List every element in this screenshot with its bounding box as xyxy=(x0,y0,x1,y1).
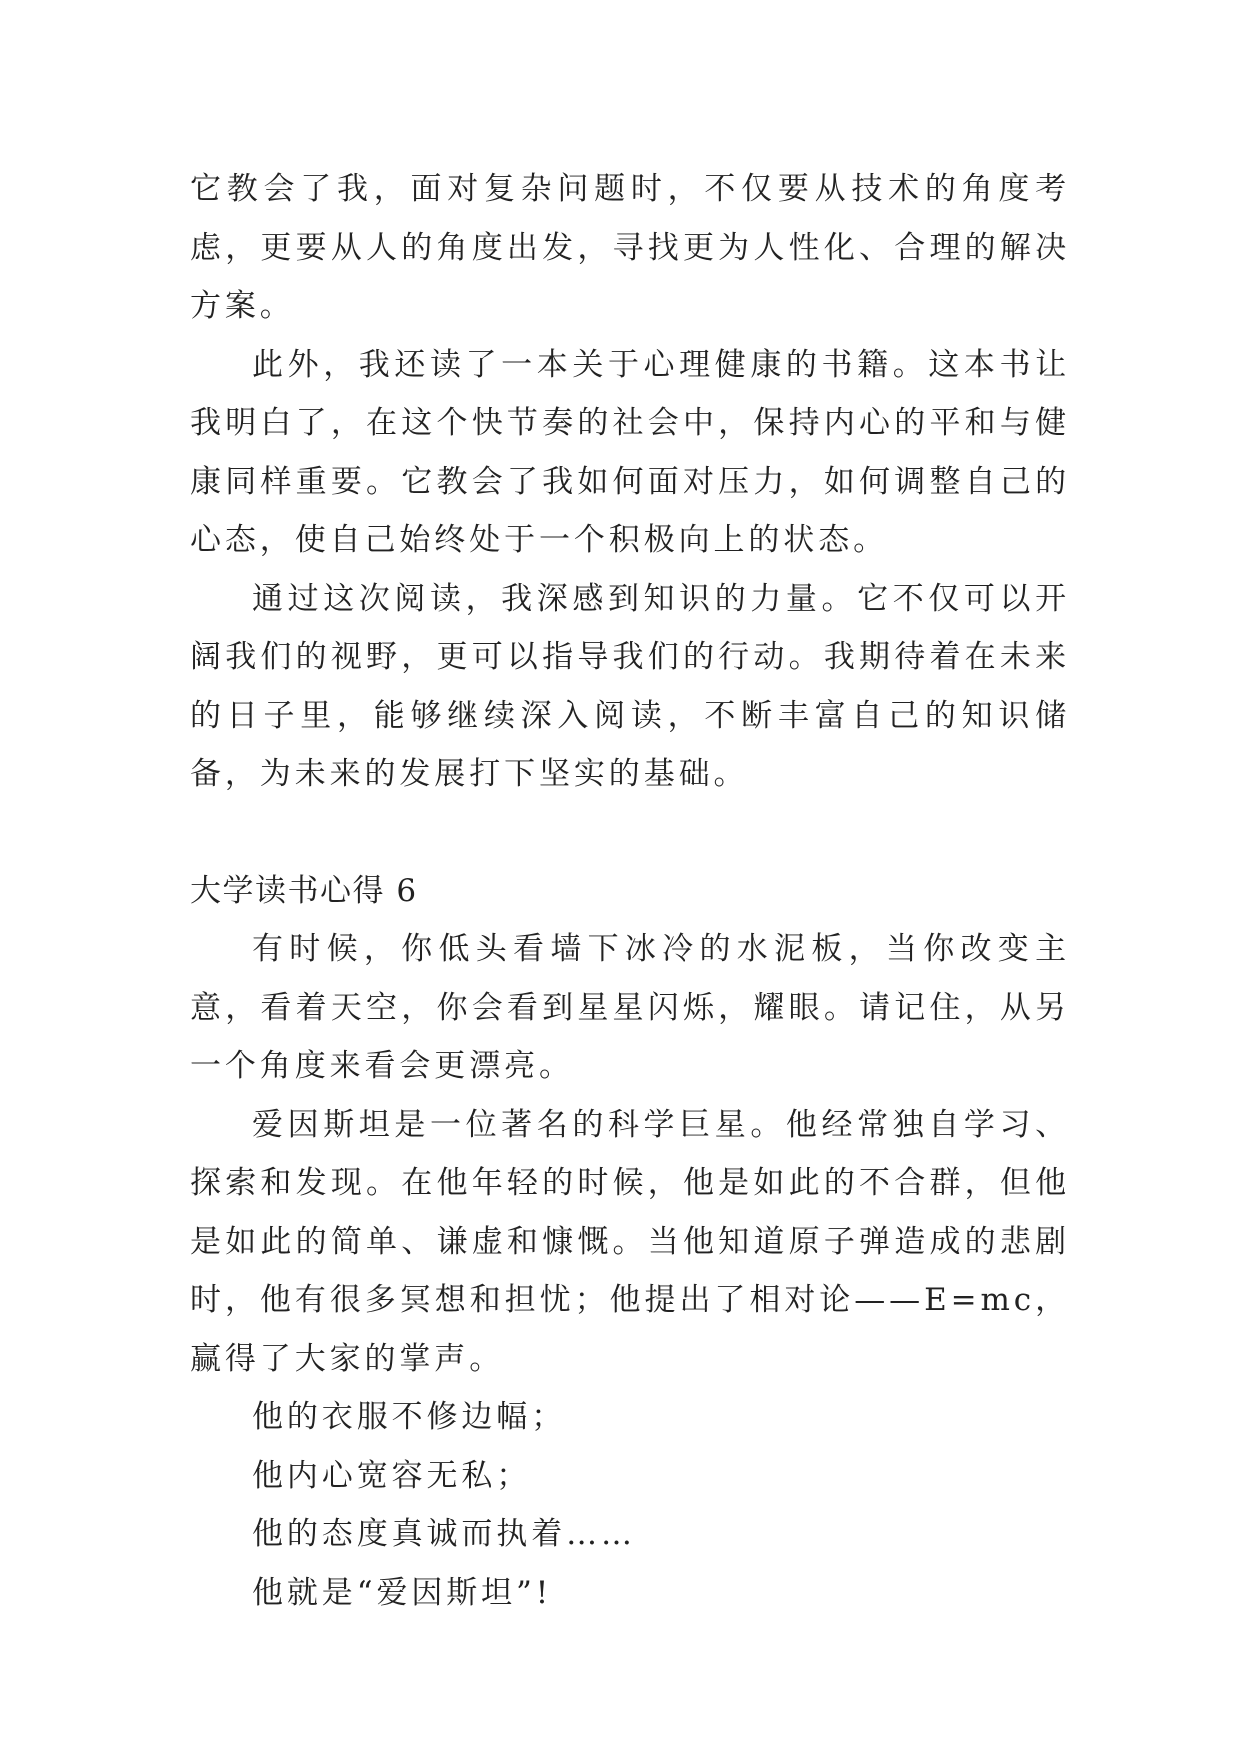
paragraph-power-of-knowledge: 通过这次阅读，我深感到知识的力量。它不仅可以开阔我们的视野，更可以指导我们的行动。我期待着在未来的日子里，能够继续深入阅读，不断丰富自己的知识储备，为未来的发展打下坚实的基础。 xyxy=(190,580,1070,792)
line-heart: 他内心宽容无私； xyxy=(252,1457,532,1494)
line-clothes: 他的衣服不修边幅； xyxy=(252,1399,567,1435)
document-body xyxy=(190,160,1070,1622)
paragraph-continued: 它教会了我，面对复杂问题时，不仅要从技术的角度考虑，更要从人的角度出发，寻找更为人性化、合理的解决方案。 xyxy=(190,171,1070,324)
section-title: 大学读书心得 6 xyxy=(190,872,418,909)
line-conclusion: 他就是“爱因斯坦”! xyxy=(252,1574,553,1611)
line-attitude: 他的态度真诚而执着…… xyxy=(252,1516,636,1552)
paragraph-mental-health-book: 此外，我还读了一本关于心理健康的书籍。这本书让我明白了，在这个快节奏的社会中，保持内心的平和与健康同样重要。它教会了我如何面对压力，如何调整自己的心态，使自己始终处于一个积极向上的状态。 xyxy=(190,346,1070,558)
paragraph-einstein: 爱因斯坦是一位著名的科学巨星。他经常独自学习、探索和发现。在他年轻的时候，他是如此的不合群，但他是如此的简单、谦虚和慷慨。当他知道原子弹造成的悲剧时，他有很多冥想和担忧；他提出了相对论——E=mc，赢得了大家的掌声。 xyxy=(190,1106,1070,1377)
paragraph-another-angle: 有时候，你低头看墙下冰冷的水泥板，当你改变主意，看着天空，你会看到星星闪烁，耀眼。请记住，从另一个角度来看会更漂亮。 xyxy=(190,931,1070,1084)
